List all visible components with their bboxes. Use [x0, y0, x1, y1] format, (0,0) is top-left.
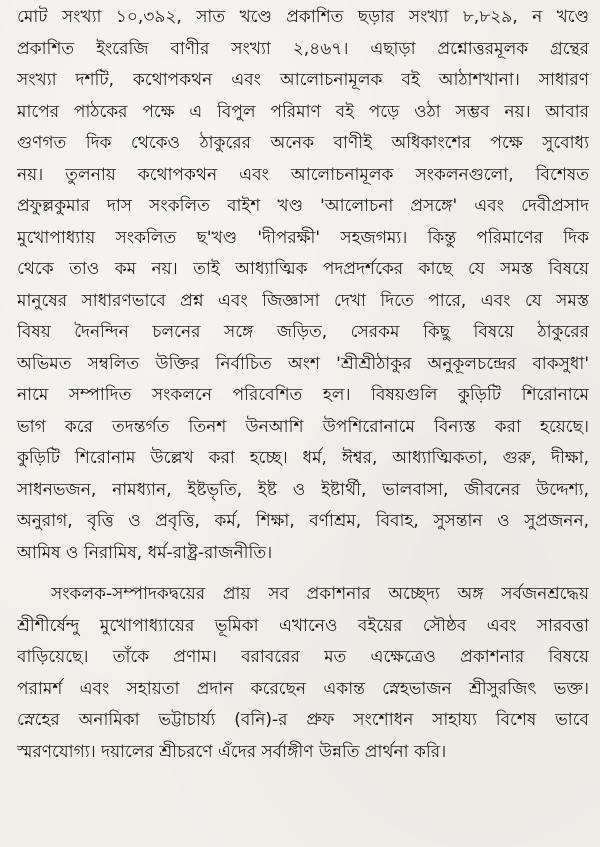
text-line: বিষয় দৈনন্দিন চলনের সঙ্গে জড়িত, সেরকম কিছু বিষয়ে ঠাকুরের [17, 322, 589, 342]
text-line: মাপের পাঠকের পক্ষে এ বিপুল পরিমাণ বই পড়ে ওঠা সম্ভব নয়। আবার [17, 101, 589, 122]
text-line: প্রকাশিত ইংরেজি বাণীর সংখ্যা ২,৪৬৭। এছাড়া প্রশ্নোত্তরমূলক গ্রন্থের [17, 38, 589, 59]
text-line: মানুষের সাধারণভাবে প্রশ্ন এবং জিজ্ঞাসা দেখা দিতে পারে, এবং যে সমস্ত [17, 290, 589, 311]
text-line: থেকে তাও কম নয়। তাই আধ্যাত্মিক পদপ্রদর্শকের কাছে যে সমস্ত বিষয়ে [17, 259, 589, 279]
text-line: নয়। তুলনায় কথোপকথন এবং আলোচনামূলক সংকলনগুলো, বিশেষত [17, 164, 589, 185]
text-line: বাড়িয়েছে। তাঁকে প্রণাম। বরাবরের মত এক্ষেত্রেও প্রকাশনার বিষয়ে [17, 647, 589, 667]
text-line: শ্রীশীর্ষেন্দু মুখোপাধ্যায়ের ভূমিকা এখানেও বইয়ের সৌষ্ঠব এবং সারবত্তা [17, 615, 589, 636]
text-line: সাধনভজন, নামধ্যান, ইষ্টভৃতি, ইষ্ট ও ইষ্টার্থী, ভালবাসা, জীবনের উদ্দেশ্য, [17, 479, 589, 500]
text-line: নামে সম্পাদিত সংকলনে পরিবেশিত হল। বিষয়গুলি কুড়িটি শিরোনামে [17, 385, 589, 405]
text-line: ভাগ করে তদন্তর্গত তিনশ উনআশি উপশিরোনামে বিন্যস্ত করা হয়েছে। [17, 416, 589, 437]
page-text [17, 2, 589, 768]
paragraph-2 [17, 579, 589, 768]
text-line: প্রফুল্লকুমার দাস সংকলিত বাইশ খণ্ড 'আলোচনা প্রসঙ্গে' এবং দেবীপ্রসাদ [17, 196, 589, 216]
text-line: মোট সংখ্যা ১০,৩৯২, সাত খণ্ডে প্রকাশিত ছড়ার সংখ্যা ৮,৮২৯, ন খণ্ডে [17, 7, 589, 27]
text-line: অনুরাগ, বৃত্তি ও প্রবৃত্তি, কর্ম, শিক্ষা, বর্ণাশ্রম, বিবাহ, সুসন্তান ও সুপ্রজনন, [17, 511, 589, 531]
text-line: সংখ্যা দশটি, কথোপকথন এবং আলোচনামূলক বই আঠাশখানা। সাধারণ [17, 70, 589, 90]
paragraph-gap [17, 569, 589, 579]
paragraph-1 [17, 2, 589, 569]
text-line: গুণগত দিক থেকেও ঠাকুরের অনেক বাণীই অধিকাংশের পক্ষে সুবোধ্য [17, 133, 589, 153]
text-line: পরামর্শ এবং সহায়তা প্রদান করেছেন একান্ত স্নেহভাজন শ্রীসুরজিৎ ভক্ত। [17, 678, 589, 699]
text-line: স্নেহের অনামিকা ভট্টাচার্য্য (বনি)-র প্রুফ সংশোধন সাহায্য বিশেষ ভাবে [17, 710, 589, 730]
text-line: স্মরণযোগ্য। দয়ালের শ্রীচরণে এঁদের সর্বাঙ্গীণ উন্নতি প্রার্থনা করি। [17, 741, 447, 762]
text-line: মুখোপাধ্যায় সংকলিত ছ'খণ্ড 'দীপরক্ষী' সহজগম্য। কিন্তু পরিমাণের দিক [17, 227, 589, 248]
text-line: কুড়িটি শিরোনাম উল্লেখ করা হচ্ছে। ধর্ম, ঈশ্বর, আধ্যাত্মিকতা, গুরু, দীক্ষা, [17, 448, 589, 468]
text-line: আমিষ ও নিরামিষ, ধর্ম-রাষ্ট্র-রাজনীতি। [17, 542, 273, 563]
text-line: অভিমত সম্বলিত উক্তির নির্বাচিত অংশ 'শ্রীশ্রীঠাকুর অনুকূলচন্দ্রের বাকসুধা' [17, 353, 589, 374]
text-line: সংকলক-সম্পাদকদ্বয়ের প্রায় সব প্রকাশনার অচ্ছেদ্য অঙ্গ সর্বজনশ্রদ্ধেয় [51, 584, 589, 604]
